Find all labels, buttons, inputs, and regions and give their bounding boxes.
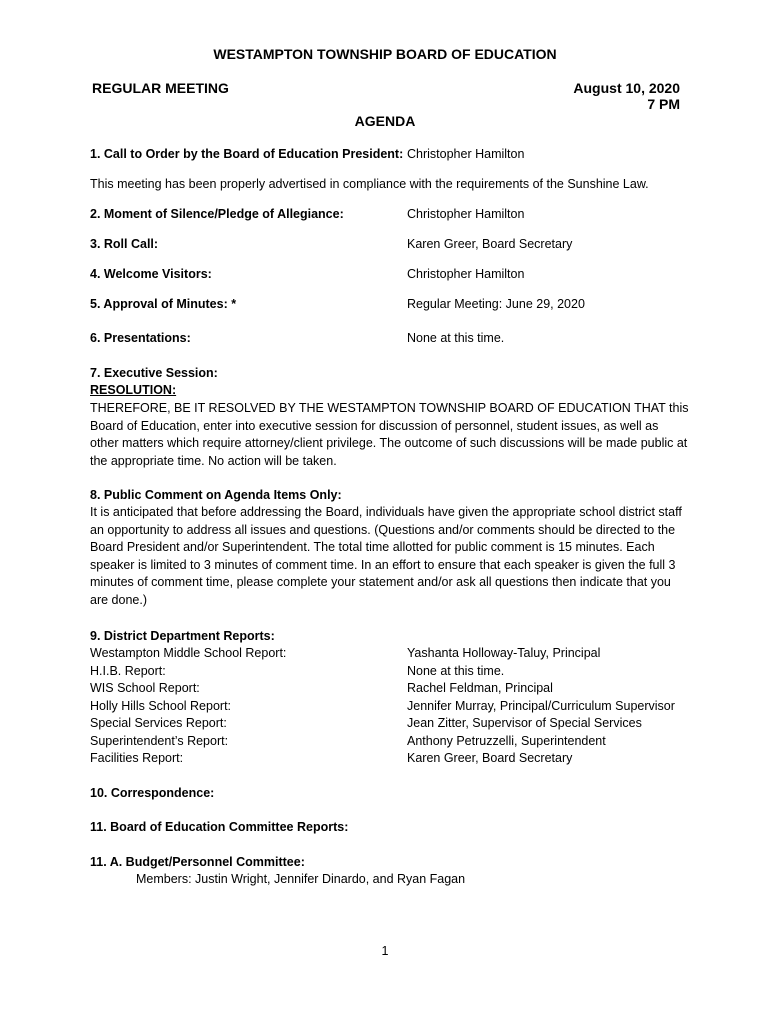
item-2-label: 2. Moment of Silence/Pledge of Allegiance: [90, 207, 344, 221]
report-presenters [407, 645, 675, 768]
item-7-label: 7. Executive Session: [90, 366, 218, 380]
report-presenter: Karen Greer, Board Secretary [407, 751, 573, 765]
report-presenter: Rachel Feldman, Principal [407, 681, 553, 695]
item-6-value: None at this time. [407, 331, 505, 345]
report-presenter: Yashanta Holloway-Taluy, Principal [407, 646, 601, 660]
meeting-date: August 10, 2020 [573, 80, 680, 96]
meeting-type: REGULAR MEETING [92, 80, 229, 96]
report-presenter: Jean Zitter, Supervisor of Special Services [407, 716, 642, 730]
item-1-value: Christopher Hamilton [407, 147, 525, 161]
report-name: H.I.B. Report: [90, 663, 166, 678]
sunshine-notice: This meeting has been properly advertised in compliance with the requirements of the Sunshine Law. [90, 177, 649, 191]
item-5-label: 5. Approval of Minutes: * [90, 297, 237, 311]
report-presenter: Anthony Petruzzelli, Superintendent [407, 733, 606, 748]
item-9-label: 9. District Department Reports: [90, 629, 275, 643]
item-11-label: 11. Board of Education Committee Reports: [90, 820, 349, 834]
report-name: Holly Hills School Report: [90, 698, 232, 713]
item-4-value: Christopher Hamilton [407, 267, 525, 281]
document-title: WESTAMPTON TOWNSHIP BOARD OF EDUCATION [213, 46, 557, 62]
report-name: WIS School Report: [90, 681, 200, 695]
resolution-label: RESOLUTION: [90, 383, 177, 397]
item-3-label: 3. Roll Call: [90, 237, 159, 251]
item-5-value: Regular Meeting: June 29, 2020 [407, 297, 585, 311]
report-names [90, 645, 286, 768]
report-name: Superintendent’s Report: [90, 733, 229, 748]
committee-members: Members: Justin Wright, Jennifer Dinardo, and Ryan Fagan [136, 872, 466, 886]
item-4-label: 4. Welcome Visitors: [90, 267, 212, 281]
item-11a-label: 11. A. Budget/Personnel Committee: [90, 855, 305, 869]
agenda-heading: AGENDA [354, 113, 416, 129]
report-presenter: None at this time. [407, 663, 505, 678]
item-6-label: 6. Presentations: [90, 331, 191, 345]
meeting-time: 7 PM [647, 96, 680, 112]
report-name: Facilities Report: [90, 751, 184, 765]
resolution-text: THEREFORE, BE IT RESOLVED BY THE WESTAMPTON TOWNSHIP BOARD OF EDUCATION THAT this Board of Education, enter into executive session for discussion of personnel, student issues, as well as other matters which require attorney/client privilege. The outcome of such discussions will be made public at the appropriate time. No action will be taken. [90, 401, 689, 468]
report-name: Special Services Report: [90, 716, 227, 730]
item-10-label: 10. Correspondence: [90, 786, 215, 800]
report-name: Westampton Middle School Report: [90, 646, 287, 660]
item-1-label: 1. Call to Order by the Board of Education President: [90, 147, 404, 161]
item-2-value: Christopher Hamilton [407, 207, 525, 221]
report-presenter: Jennifer Murray, Principal/Curriculum Supervisor [407, 698, 675, 713]
page-number: 1 [381, 944, 389, 958]
public-comment-text: It is anticipated that before addressing the Board, individuals have given the appropriate school district staff an opportunity to address all issues and questions. (Questions and/or comments should be directed to the Board President and/or Superintendent. The total time allotted for public comment is 15 minutes. Each speaker is limited to 3 minutes of comment time. In an effort to ensure that each speaker is given the full 3 minutes of comment time, please complete your statement and/or ask all questions then indicate that you are done.) [90, 505, 682, 607]
item-8-label: 8. Public Comment on Agenda Items Only: [90, 488, 342, 502]
item-3-value: Karen Greer, Board Secretary [407, 237, 573, 251]
